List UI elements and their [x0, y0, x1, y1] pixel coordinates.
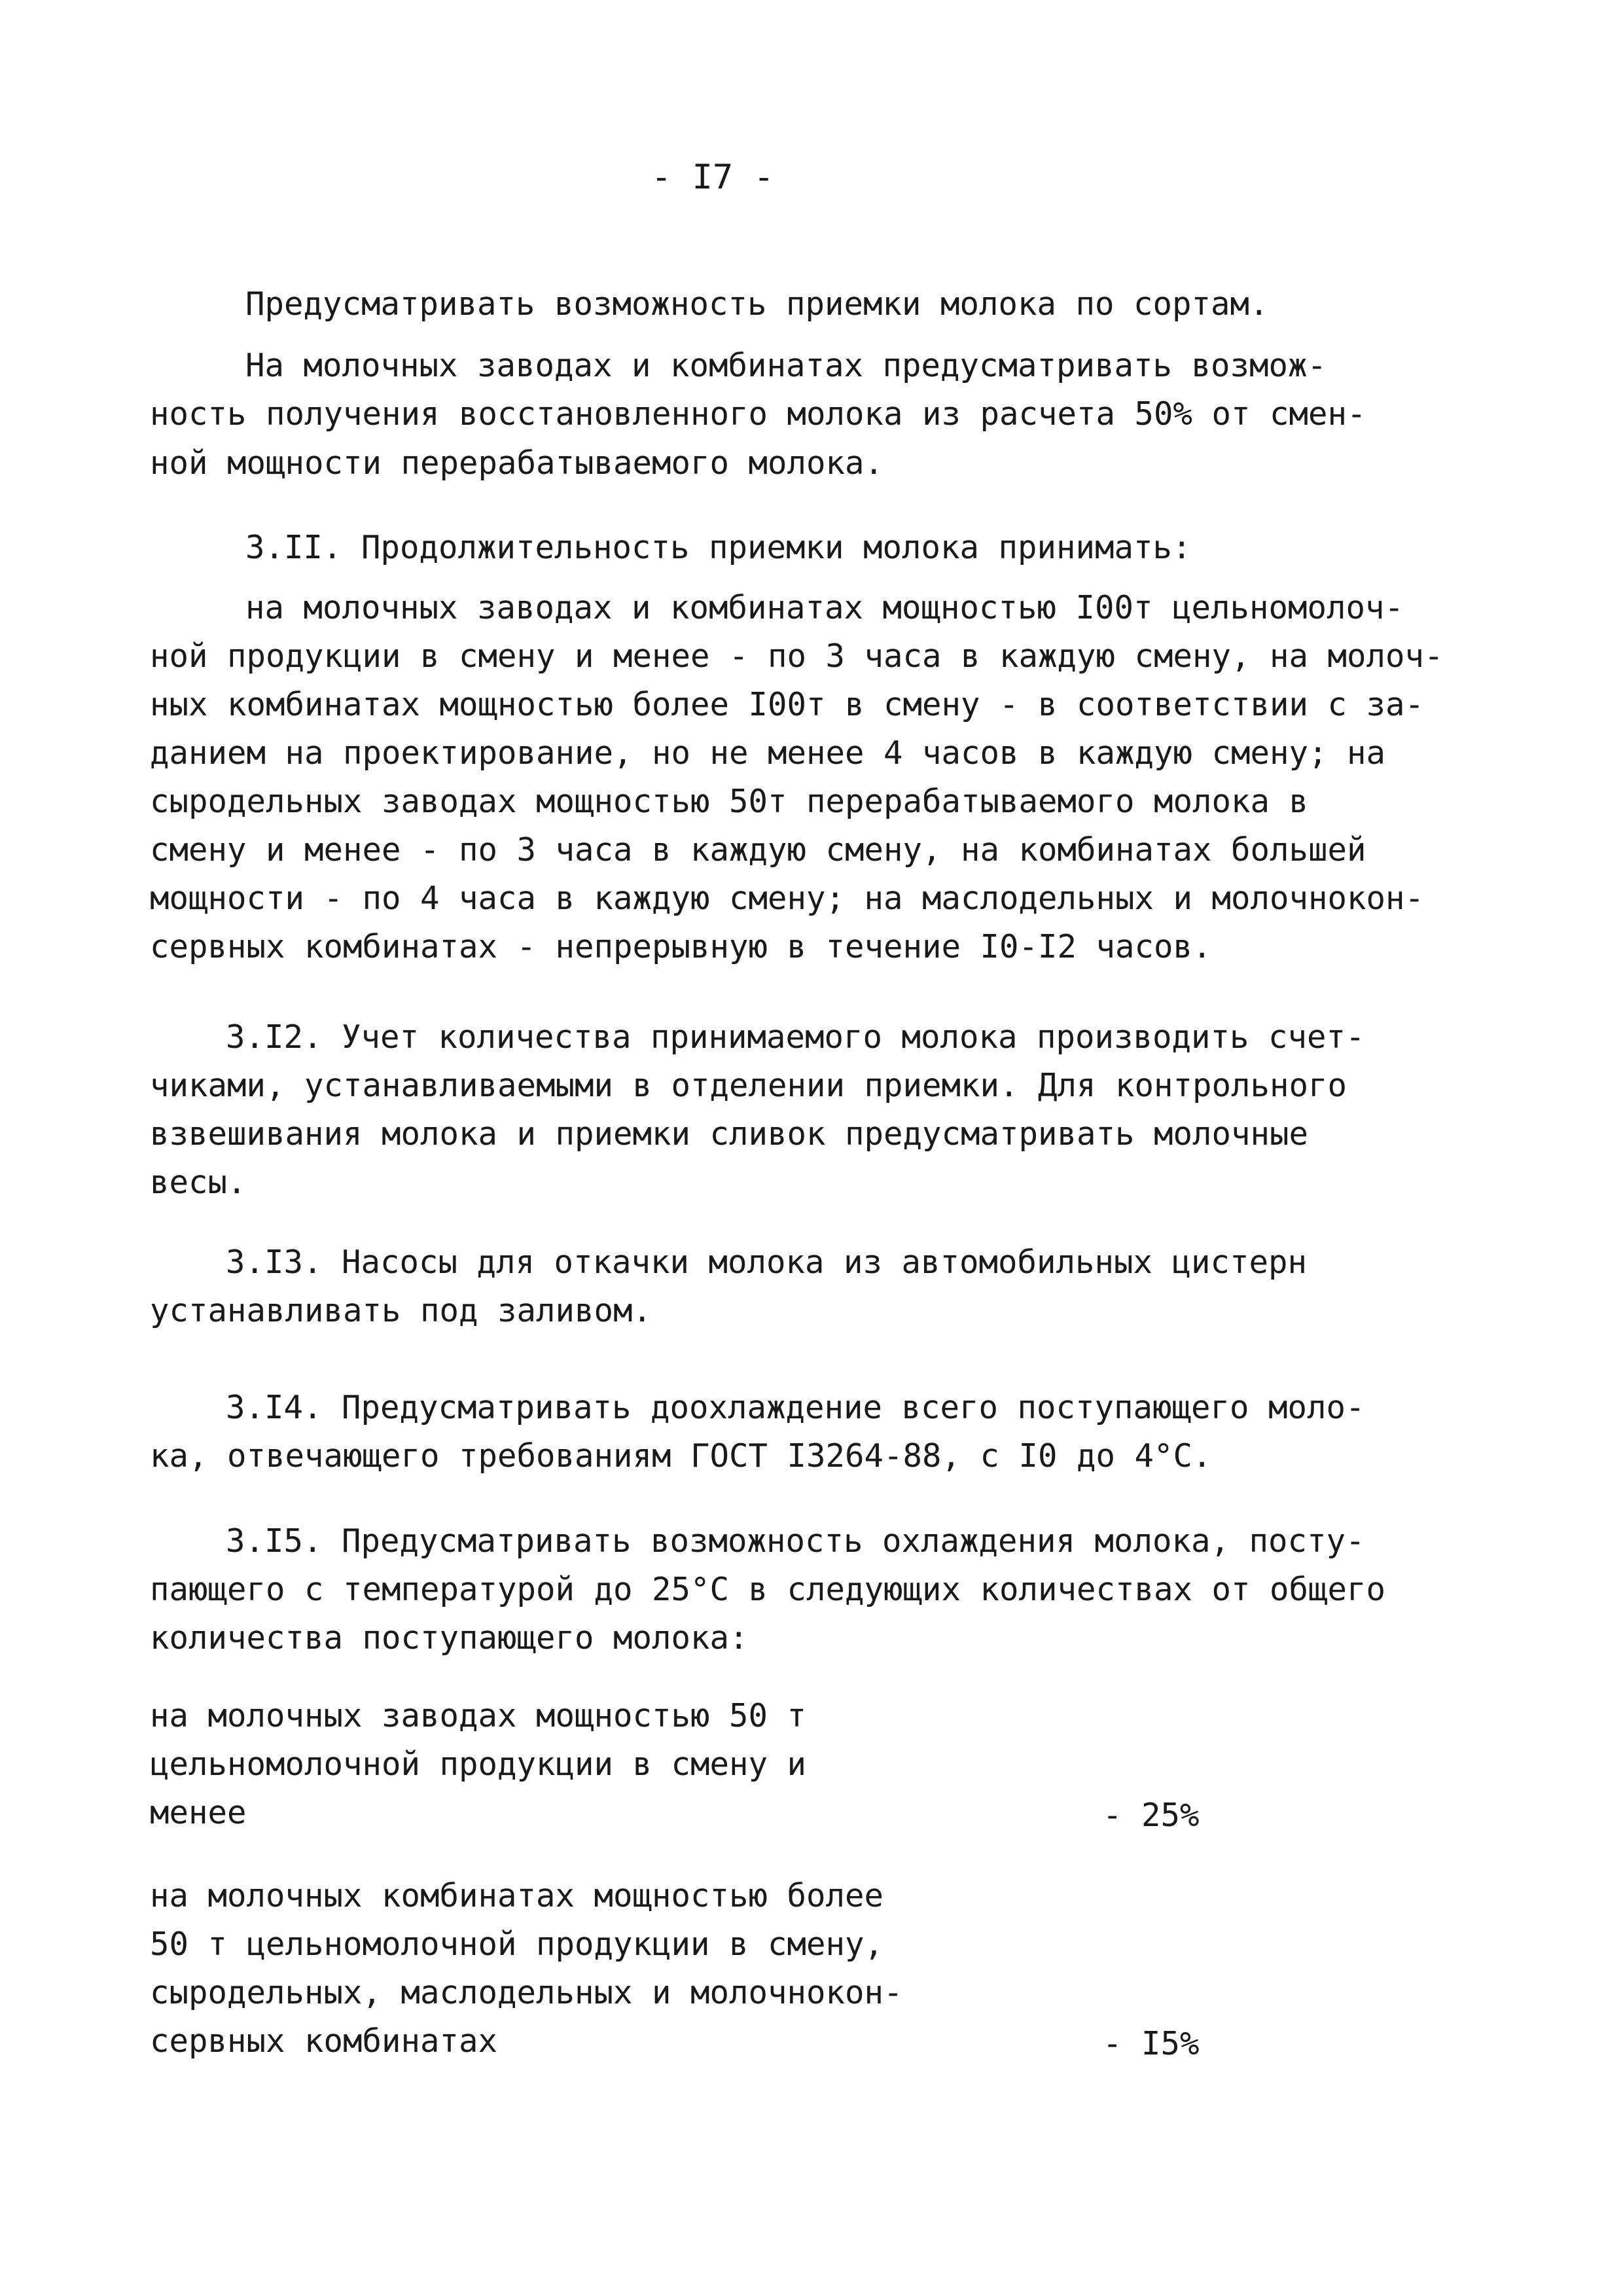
page-number: - I7 -	[651, 158, 774, 197]
section-3-12-line: взвешивания молока и приемки сливок предусматривать молочные	[150, 1115, 1309, 1153]
section-3-15-line: количества поступающего молока:	[150, 1619, 749, 1657]
section-3-11-heading: 3.II. Продолжительность приемки молока принимать:	[245, 529, 1192, 566]
section-3-13-line: 3.I3. Насосы для откачки молока из автомобильных цистерн	[226, 1244, 1308, 1281]
section-3-12-line: чиками, устанавливаемыми в отделении приемки. Для контрольного	[150, 1067, 1347, 1104]
section-3-11-line: сервных комбинатах - непрерывную в течение I0-I2 часов.	[150, 928, 1212, 965]
paragraph-restored-milk-line: ной мощности перерабатываемого молока.	[150, 444, 884, 482]
paragraph-restored-milk-line: ность получения восстановленного молока из расчета 50% от смен-	[150, 395, 1366, 433]
section-3-15-line: 3.I5. Предусматривать возможность охлаждения молока, посту-	[226, 1522, 1365, 1560]
list-item-dairy-plants-line: менее	[150, 1794, 247, 1831]
section-3-12-line: весы.	[150, 1164, 247, 1201]
section-3-11-line: мощности - по 4 часа в каждую смену; на маслодельных и молочнокон-	[150, 880, 1425, 917]
list-item-combines-line: сыродельных, маслодельных и молочнокон-	[150, 1974, 903, 2011]
paragraph-intro-line: Предусматривать возможность приемки молока по сортам.	[245, 285, 1269, 323]
section-3-15-line: пающего с температурой до 25°С в следующих количествах от общего	[150, 1571, 1386, 1608]
section-3-11-line: смену и менее - по 3 часа в каждую смену, на комбинатах большей	[150, 831, 1366, 869]
section-3-14-line: ка, отвечающего требованиям ГОСТ I3264-88, с I0 до 4°С.	[150, 1437, 1212, 1475]
section-3-11-line: ной продукции в смену и менее - по 3 часа в каждую смену, на молоч-	[150, 637, 1444, 675]
list-item-combines-line: 50 т цельномолочной продукции в смену,	[150, 1926, 884, 1963]
section-3-11-line: сыродельных заводах мощностью 50т перерабатываемого молока в	[150, 783, 1309, 820]
list-item-combines-line: на молочных комбинатах мощностью более	[150, 1877, 884, 1914]
list-item-dairy-plants-percent: - 25%	[1103, 1797, 1200, 1834]
list-item-dairy-plants-line: цельномолочной продукции в смену и	[150, 1746, 807, 1783]
list-item-dairy-plants-line: на молочных заводах мощностью 50 т	[150, 1697, 807, 1734]
list-item-combines-percent: - I5%	[1103, 2025, 1200, 2062]
section-3-13-line: устанавливать под заливом.	[150, 1292, 652, 1329]
section-3-11-line: ных комбинатах мощностью более I00т в смену - в соответствии с за-	[150, 686, 1425, 723]
section-3-11-line: данием на проектирование, но не менее 4 часов в каждую смену; на	[150, 734, 1386, 772]
section-3-11-line: на молочных заводах и комбинатах мощностью I00т цельномолоч-	[245, 589, 1404, 626]
list-item-combines-line: сервных комбинатах	[150, 2022, 498, 2060]
section-3-14-line: 3.I4. Предусматривать доохлаждение всего поступающего моло-	[226, 1389, 1365, 1426]
paragraph-restored-milk-line: На молочных заводах и комбинатах предусматривать возмож-	[245, 347, 1327, 384]
section-3-12-line: 3.I2. Учет количества принимаемого молока производить счет-	[226, 1018, 1365, 1056]
